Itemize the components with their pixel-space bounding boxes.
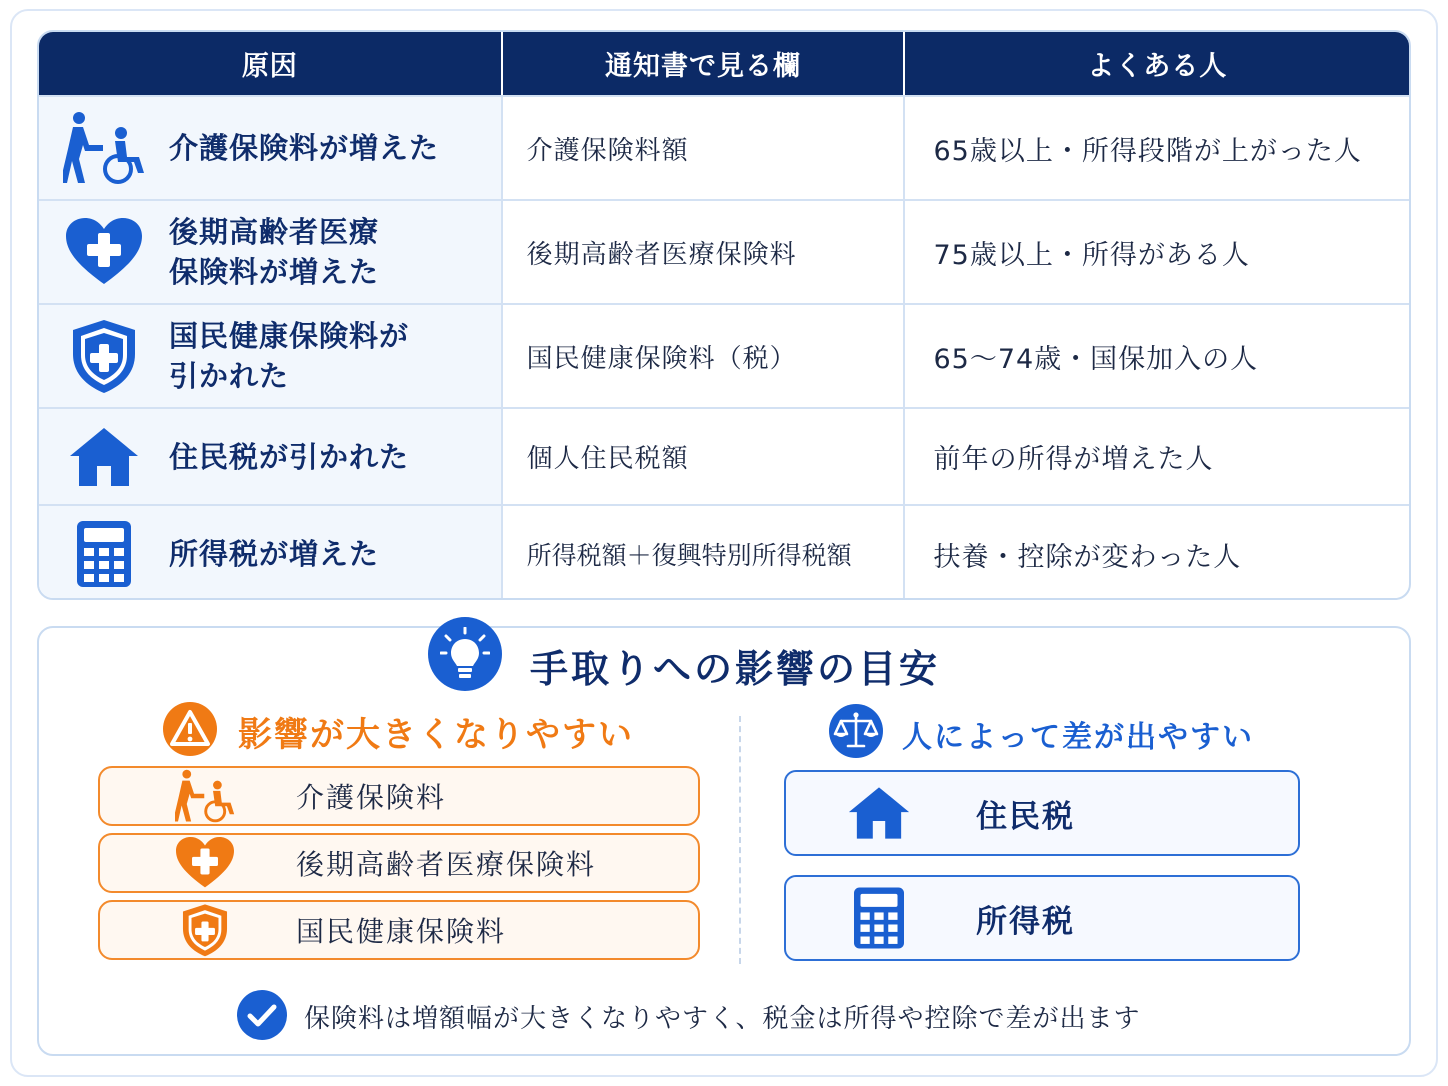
cause-text: 所得税が増えた [169, 537, 380, 571]
caregiver-wheelchair-icon [39, 111, 169, 185]
heart-cross-icon [39, 218, 169, 286]
large-impact-item [98, 900, 700, 960]
item-label: 住民税 [976, 798, 1075, 835]
varies-item [784, 770, 1300, 856]
item-label: 所得税 [976, 903, 1075, 940]
lightbulb-icon [428, 617, 502, 691]
cause-cell [39, 97, 503, 199]
who-cell: 前年の所得が増えた人 [933, 444, 1214, 475]
table-row [39, 407, 1409, 504]
guide-title: 手取りへの影響の目安 [530, 647, 941, 691]
item-label: 後期高齢者医療保険料 [296, 848, 597, 881]
field-cell: 介護保険料額 [503, 97, 906, 199]
cause-cell [39, 409, 503, 504]
who-cell: 65〜74歳・国保加入の人 [933, 343, 1259, 375]
who-cell: 75歳以上・所得がある人 [933, 239, 1250, 271]
large-impact-title: 影響が大きくなりやすい [238, 715, 634, 755]
warning-icon [162, 701, 218, 761]
table-header [39, 32, 1409, 95]
house-icon [844, 772, 914, 854]
who-cell: 扶養・控除が変わった人 [933, 541, 1242, 573]
large-impact-item [98, 766, 700, 826]
cause-table [37, 30, 1411, 600]
shield-cross-icon [39, 318, 169, 394]
cause-cell [39, 201, 503, 303]
cause-text: 介護保険料が増えた [169, 131, 440, 165]
cause-cell [39, 305, 503, 407]
field-cell: 所得税額＋復興特別所得税額 [503, 506, 906, 600]
table-row [39, 199, 1409, 303]
field-cell: 後期高齢者医療保険料 [503, 201, 906, 303]
header-field: 通知書で見る欄 [503, 32, 906, 95]
field-cell: 国民健康保険料（税） [503, 305, 906, 407]
table-row [39, 504, 1409, 600]
header-cause: 原因 [39, 32, 503, 95]
cause-cell [39, 506, 503, 600]
header-who: よくある人 [1087, 51, 1228, 82]
heart-cross-icon [170, 835, 240, 891]
item-label: 国民健康保険料 [296, 915, 507, 948]
caregiver-wheelchair-icon [170, 768, 240, 824]
shield-cross-icon [170, 902, 240, 958]
column-divider [739, 716, 741, 964]
table-row [39, 95, 1409, 199]
house-icon [39, 426, 169, 488]
calculator-icon [39, 521, 169, 587]
item-label: 介護保険料 [296, 781, 447, 814]
summary-footnote: 保険料は増額幅が大きくなりやすく、税金は所得や控除で差が出ます [304, 1004, 1141, 1034]
table-row [39, 303, 1409, 407]
large-impact-item [98, 833, 700, 893]
scale-icon [828, 703, 884, 763]
check-circle-icon [236, 989, 288, 1045]
field-cell: 個人住民税額 [503, 409, 906, 504]
calculator-icon [844, 877, 914, 959]
varies-title: 人によって差が出やすい [902, 720, 1254, 755]
cause-text: 国民健康保険料が 引かれた [169, 319, 410, 393]
varies-item [784, 875, 1300, 961]
who-cell: 65歳以上・所得段階が上がった人 [933, 135, 1362, 167]
cause-text: 住民税が引かれた [169, 439, 410, 474]
cause-text: 後期高齢者医療 保険料が増えた [169, 215, 380, 289]
